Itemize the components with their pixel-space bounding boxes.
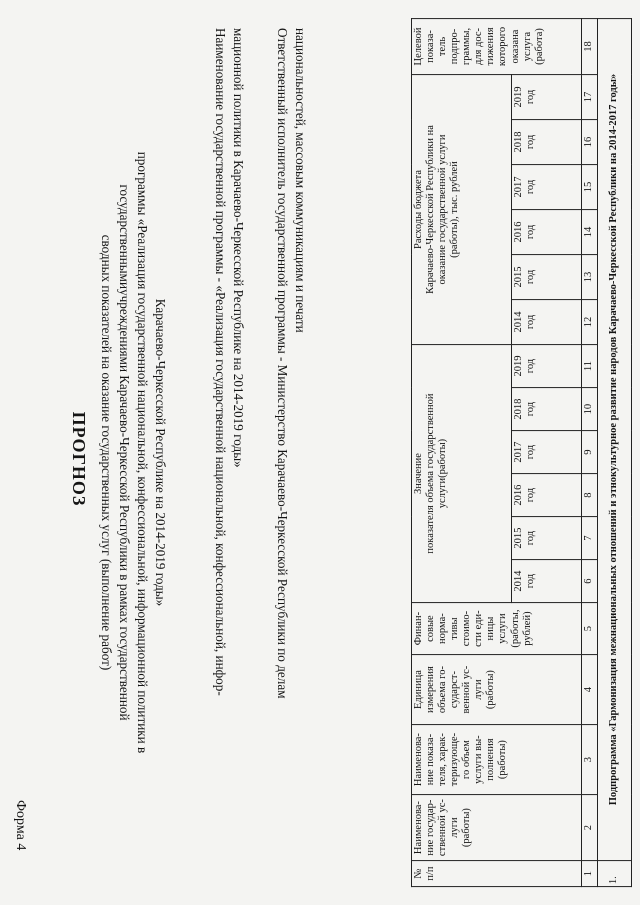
value-year-2019: 2019 год	[512, 345, 582, 388]
column-number: 12	[582, 300, 598, 345]
column-number: 13	[582, 255, 598, 300]
subprogram-title: Подпрограмма «Гармонизация межнациональных отношений и этнокультурное развитие народов Карачаево-Черкесской Республики на 2014-2017 годы»	[598, 19, 632, 861]
header-financial-norms: Финан- совые норма- тивы стоимо- сти еди- ницы услуги (работы, рублей)	[412, 603, 582, 655]
header-number: № п/п	[412, 861, 582, 887]
heading-line-1: сводных показателей на оказание государственных услуг (выполнение работ)	[99, 234, 114, 671]
column-number: 16	[582, 120, 598, 165]
column-number: 3	[582, 725, 598, 795]
budget-year-2014: 2014 год	[512, 300, 582, 345]
executor-line-2: национальностей, массовым коммуникациям и печати	[293, 28, 308, 333]
column-number: 8	[582, 474, 598, 517]
header-indicator-name: Наименова- ние показа- теля, харак- теризующе- го объем услуги вы- полнения (работы)	[412, 725, 582, 795]
forecast-table	[411, 18, 632, 887]
column-number: 14	[582, 210, 598, 255]
header-unit: Единица измерения объема го- сударст- венной ус- луги (работы)	[412, 655, 582, 725]
budget-year-2015: 2015 год	[512, 255, 582, 300]
program-name-line-2: мационной политики в Карачаево-Черкесской Республике на 2014-2019 годы»	[231, 28, 246, 468]
header-budget-group: Расходы бюджета Карачаево-Черкесской Республики на оказание государственной услуги (работы), тыс. рублей	[412, 75, 512, 345]
column-number: 11	[582, 345, 598, 388]
header-target-indicator: Целевой показа- тель подпро- граммы, для дос- тижения которого оказана услуга (работа)	[412, 19, 582, 75]
column-number: 7	[582, 517, 598, 560]
value-year-2017: 2017 год	[512, 431, 582, 474]
form-label: Форма 4	[13, 800, 28, 851]
column-number: 5	[582, 603, 598, 655]
column-number: 10	[582, 388, 598, 431]
header-service-name: Наименова- ние государ- ственной ус- луги (работы)	[412, 795, 582, 861]
column-number: 6	[582, 560, 598, 603]
header-indicator-value-group: Значение показателя объема государственной услуги(работы)	[412, 345, 512, 603]
column-number: 4	[582, 655, 598, 725]
program-name-line-1: Наименование государственной программы - «Реализация государственной национальной, конфессиональной, инфор-	[213, 28, 228, 696]
column-number: 9	[582, 431, 598, 474]
document-title: ПРОГНОЗ	[69, 411, 89, 507]
budget-year-2016: 2016 год	[512, 210, 582, 255]
value-year-2015: 2015 год	[512, 517, 582, 560]
executor-line-1: Ответственный исполнитель государственной программы - Министерство Карачаево-Черкесской Республики по делам	[275, 28, 290, 699]
column-number: 17	[582, 75, 598, 120]
column-number: 15	[582, 165, 598, 210]
row-number: 1.	[598, 861, 632, 887]
budget-year-2017: 2017 год	[512, 165, 582, 210]
heading-line-2: государственнымиучреждениями Карачаево-Черкесской Республики в рамках государственной	[117, 184, 132, 721]
value-year-2018: 2018 год	[512, 388, 582, 431]
budget-year-2018: 2018 год	[512, 120, 582, 165]
value-year-2016: 2016 год	[512, 474, 582, 517]
heading-line-4: Карачаево-Черкесской Республике на 2014-2019 годы»	[153, 298, 168, 607]
value-year-2014: 2014 год	[512, 560, 582, 603]
column-number: 1	[582, 861, 598, 887]
column-number: 2	[582, 795, 598, 861]
heading-line-3: программы «Реализация государственной национальной, конфессиональной, информационной политики в	[135, 151, 150, 754]
budget-year-2019: 2019 год	[512, 75, 582, 120]
column-number: 18	[582, 19, 598, 75]
